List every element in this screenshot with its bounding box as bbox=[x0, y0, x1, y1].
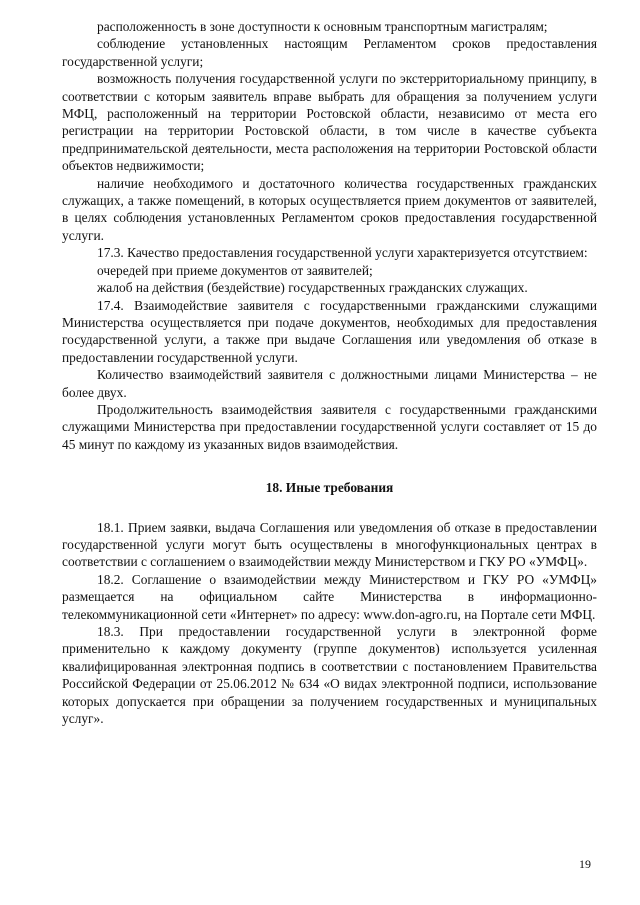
paragraph-interaction-count: Количество взаимодействий заявителя с должностными лицами Министерства – не более двух. bbox=[62, 367, 597, 400]
paragraph-transport-access: расположенность в зоне доступности к основным транспортным магистралям; bbox=[97, 19, 548, 34]
page-number: 19 bbox=[579, 857, 591, 871]
paragraph-18-1: 18.1. Прием заявки, выдача Соглашения или уведомления об отказе в предоставлении государственной услуги могут быть осуществлены в многофункциональных центрах в соответствии с соглашением о взаимодействии между Министерством и ГКУ РО «УМФЦ». bbox=[62, 519, 597, 570]
paragraph-interaction-duration: Продолжительность взаимодействия заявителя с государственными гражданскими служащими Министерства при предоставлении государственной услуги составляет от 15 до 45 минут по каждому из указанных видов взаимодействия. bbox=[62, 401, 597, 452]
paragraph-complaints: жалоб на действия (бездействие) государственных гражданских служащих. bbox=[97, 280, 528, 296]
paragraph-18-3: 18.3. При предоставлении государственной услуги в электронной форме применительно к каждому документу (группе документов) используется усиленная квалифицированная электронная подпись в соответствии с постановлением Правительства Российской Федерации от 25.06.2012 № 634 «О видах электронной подписи, использование которых допускается при обращении за получением государственных и муниципальных услуг». bbox=[62, 624, 597, 727]
paragraph-staff-premises: наличие необходимого и достаточного количества государственных гражданских служащих, а также помещений, в которых осуществляется прием документов от заявителей, в целях соблюдения установленных Регламентом сроков предоставления государственной услуги. bbox=[62, 175, 597, 243]
document-page bbox=[62, 18, 597, 727]
section-heading: 18. Иные требования bbox=[265, 480, 394, 496]
paragraph-extraterritorial: возможность получения государственной услуги по экстерриториальному принципу, в соответствии с которым заявитель вправе выбрать для обращения за получением услуги МФЦ, расположенный на территории Ростовской области, независимо от места его регистрации на территории Ростовской области, в том числе в качестве субъекта предпринимательской деятельности, места расположения на территории Ростовской области объектов недвижимости; bbox=[62, 71, 597, 174]
paragraph-queues: очередей при приеме документов от заявителей; bbox=[97, 262, 373, 278]
paragraph-17-3: 17.3. Качество предоставления государственной услуги характеризуется отсутствием: bbox=[97, 245, 588, 261]
paragraph-18-2: 18.2. Соглашение о взаимодействии между Министерством и ГКУ РО «УМФЦ» размещается на официальном сайте Министерства в информационно-телекоммуникационной сети «Интернет» по адресу: www.don-agro.ru, на Портале сети МФЦ. bbox=[62, 571, 597, 622]
paragraph-deadlines: соблюдение установленных настоящим Регламентом сроков предоставления государственной услуги; bbox=[62, 36, 597, 69]
paragraph-17-4: 17.4. Взаимодействие заявителя с государственными гражданскими служащими Министерства осуществляется при подаче документов, необходимых для предоставления государственной услуги, а также при выдаче Соглашения или уведомления об отказе в предоставлении государственной услуги. bbox=[62, 297, 597, 365]
